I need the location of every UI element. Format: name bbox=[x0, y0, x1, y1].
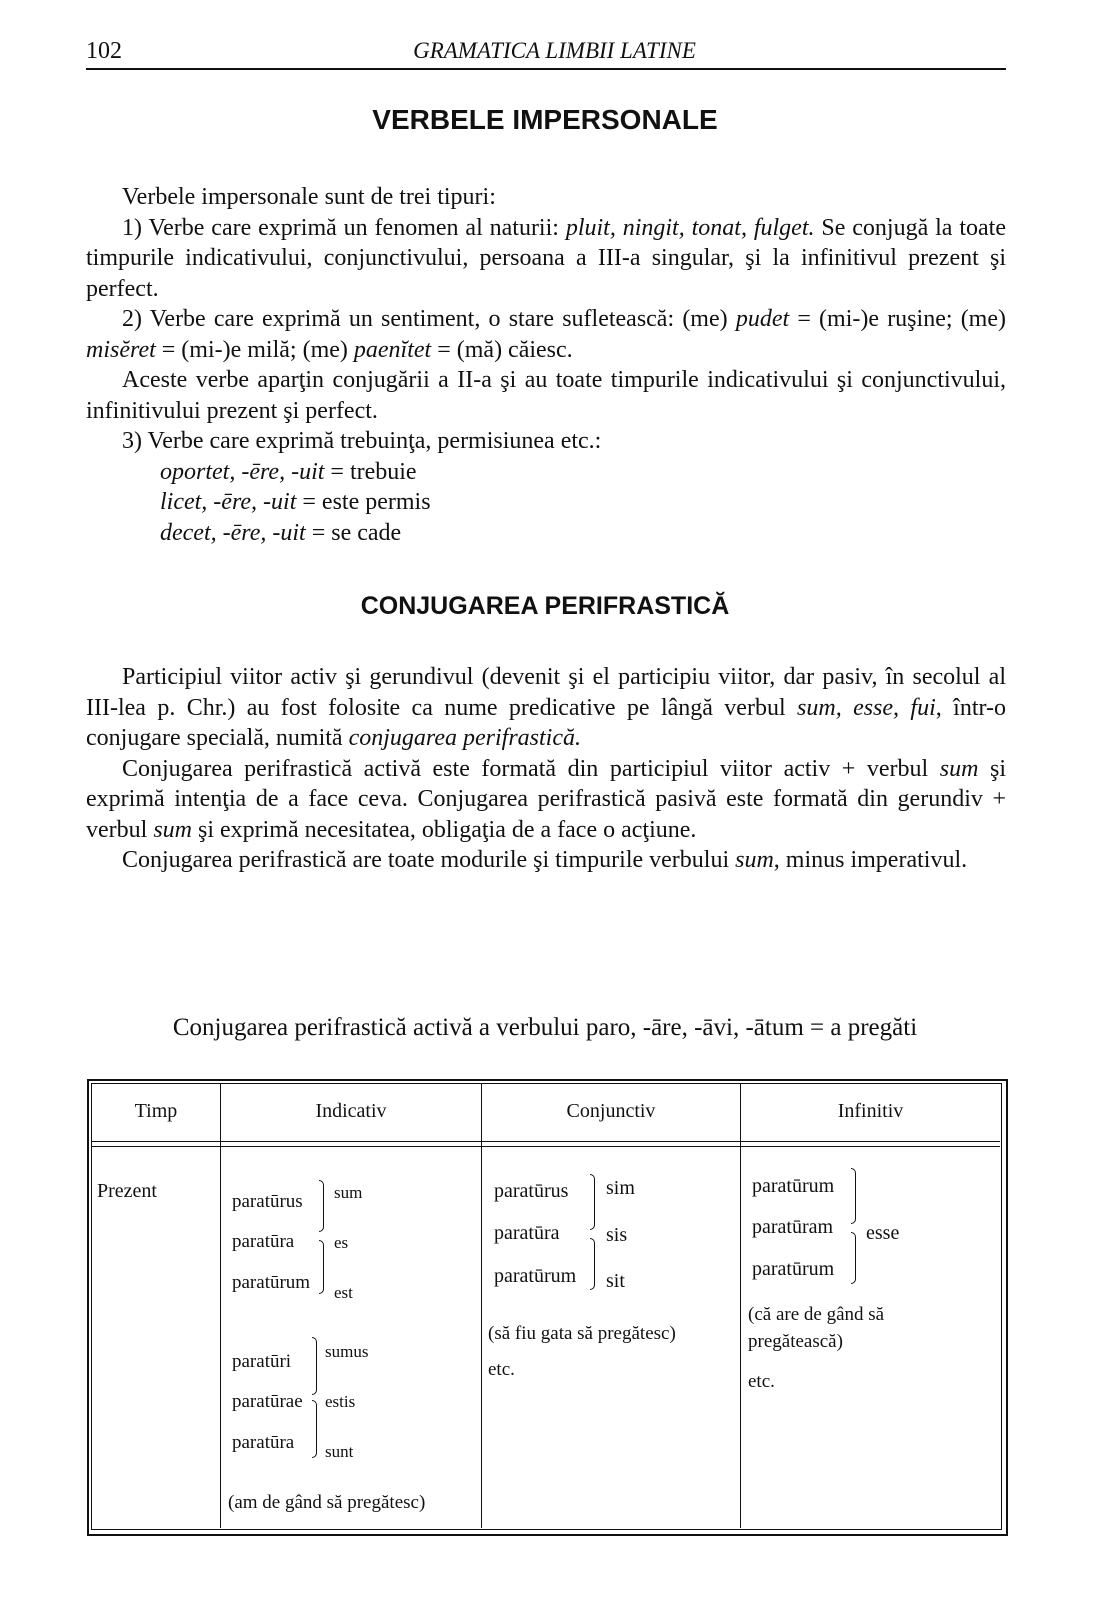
indicativ-note: (am de gând să pregătesc) bbox=[228, 1492, 426, 1513]
infinitiv-form: paratūrum bbox=[752, 1175, 835, 1197]
indicativ-verb: sumus bbox=[325, 1342, 369, 1361]
brace-icon bbox=[590, 1174, 595, 1230]
indicativ-form: paratūrus bbox=[232, 1191, 303, 1212]
brace-icon bbox=[319, 1240, 324, 1294]
section1-body bbox=[86, 182, 1006, 548]
brace-icon bbox=[851, 1232, 856, 1284]
infinitiv-etc: etc. bbox=[748, 1371, 775, 1392]
paragraph-type-3: 3) Verbe care exprimă trebuinţa, permisiunea etc.: bbox=[122, 428, 602, 454]
section-title-impersonal-verbs: VERBELE IMPERSONALE bbox=[372, 104, 718, 135]
page-number: 102 bbox=[86, 38, 122, 64]
infinitiv-note: (că are de gând să bbox=[748, 1304, 885, 1325]
conjunctiv-form: paratūrum bbox=[494, 1265, 577, 1287]
column-header-indicativ: Indicativ bbox=[315, 1100, 387, 1122]
example-line: licet, -ēre, -uit = este permis bbox=[160, 489, 431, 515]
paragraph-type-1: 1) Verbe care exprimă un fenomen al naturii: pluit, ningit, tonat, fulget. Se conjugă la toate timpurile indicativului, conjunctivului, persoana a III-a singular, şi la infinitivul prezent şi perfect. bbox=[86, 214, 1006, 302]
column-divider bbox=[481, 1083, 482, 1528]
infinitiv-note: pregătească) bbox=[748, 1331, 843, 1352]
running-title: GRAMATICA LIMBII LATINE bbox=[413, 38, 696, 63]
intro-paragraph: Verbele impersonale sunt de trei tipuri: bbox=[122, 184, 496, 210]
paragraph-conjugation-note: Aceste verbe aparţin conjugării a II-a şi au toate timpurile indicativului şi conjunctivului, infinitivului prezent şi perfect. bbox=[86, 367, 1006, 424]
conjunctiv-note: (să fiu gata să pregătesc) bbox=[488, 1323, 676, 1344]
conjunctiv-verb: sim bbox=[606, 1177, 635, 1199]
conjunctiv-form: paratūra bbox=[494, 1222, 560, 1244]
infinitiv-form: paratūram bbox=[752, 1216, 834, 1238]
section2-body bbox=[86, 662, 1006, 876]
paragraph-active-passive: Conjugarea perifrastică activă este formată din participiul viitor activ + verbul sum şi exprimă intenţia de a face ceva. Conjugarea perifrastică pasivă este formată din gerundiv + verbul sum şi exprimă necesitatea, obligaţia de a face o acţiune. bbox=[86, 755, 1006, 843]
column-header-infinitiv: Infinitiv bbox=[837, 1100, 904, 1122]
brace-icon bbox=[851, 1168, 856, 1224]
row-label-prezent: Prezent bbox=[97, 1180, 157, 1202]
indicativ-form: paratūrum bbox=[232, 1272, 311, 1293]
indicativ-verb: est bbox=[334, 1283, 353, 1302]
column-header-timp: Timp bbox=[134, 1100, 178, 1122]
column-divider bbox=[220, 1083, 221, 1528]
indicativ-verb: estis bbox=[325, 1392, 356, 1411]
example-line: oportet, -ēre, -uit = trebuie bbox=[160, 458, 417, 485]
conjunctiv-verb: sit bbox=[606, 1270, 625, 1292]
column-header-conjunctiv: Conjunctiv bbox=[566, 1100, 656, 1122]
indicativ-form: paratūri bbox=[232, 1351, 292, 1372]
column-divider bbox=[740, 1083, 741, 1528]
conjunctiv-verb: sis bbox=[606, 1224, 628, 1246]
brace-icon bbox=[312, 1400, 317, 1458]
brace-icon bbox=[590, 1238, 595, 1290]
paragraph-moods: Conjugarea perifrastică are toate modurile şi timpurile verbului sum, minus imperativul. bbox=[122, 847, 968, 873]
indicativ-verb: sunt bbox=[325, 1442, 354, 1461]
paragraph-participle: Participiul viitor activ şi gerundivul (devenit şi el participiu viitor, dar pasiv, în secolul al III-lea p. Chr.) au fost folosite ca nume predicative pe lângă verbul sum, esse, fui, într-o conjugare specială, numită conjugarea perifrastică. bbox=[86, 664, 1007, 751]
conjunctiv-form: paratūrus bbox=[494, 1180, 569, 1202]
header-divider bbox=[91, 1141, 1000, 1142]
indicativ-verb: sum bbox=[334, 1183, 363, 1202]
indicativ-form: paratūra bbox=[232, 1231, 295, 1252]
indicativ-verb: es bbox=[334, 1233, 349, 1252]
example-line: decet, -ēre, -uit = se cade bbox=[160, 519, 402, 546]
header-divider bbox=[91, 1146, 1000, 1147]
conjunctiv-etc: etc. bbox=[488, 1359, 515, 1380]
table-caption: Conjugarea perifrastică activă a verbului paro, -āre, -āvi, -ātum = a pregăti bbox=[172, 1014, 918, 1041]
brace-icon bbox=[319, 1180, 324, 1232]
infinitiv-form: paratūrum bbox=[752, 1258, 835, 1280]
infinitiv-verb: esse bbox=[866, 1222, 900, 1244]
indicativ-form: paratūrae bbox=[232, 1391, 303, 1412]
brace-icon bbox=[312, 1337, 317, 1395]
header-rule bbox=[86, 68, 1006, 70]
indicativ-form: paratūra bbox=[232, 1432, 295, 1453]
section-title-periphrastic: CONJUGAREA PERIFRASTICĂ bbox=[360, 592, 730, 620]
paragraph-type-2: 2) Verbe care exprimă un sentiment, o stare sufletească: (me) pudet = (mi-)e ruşine; (me) misĕret = (mi-)e milă; (me) paenĭtet = (mă) căiesc. bbox=[86, 306, 1006, 363]
